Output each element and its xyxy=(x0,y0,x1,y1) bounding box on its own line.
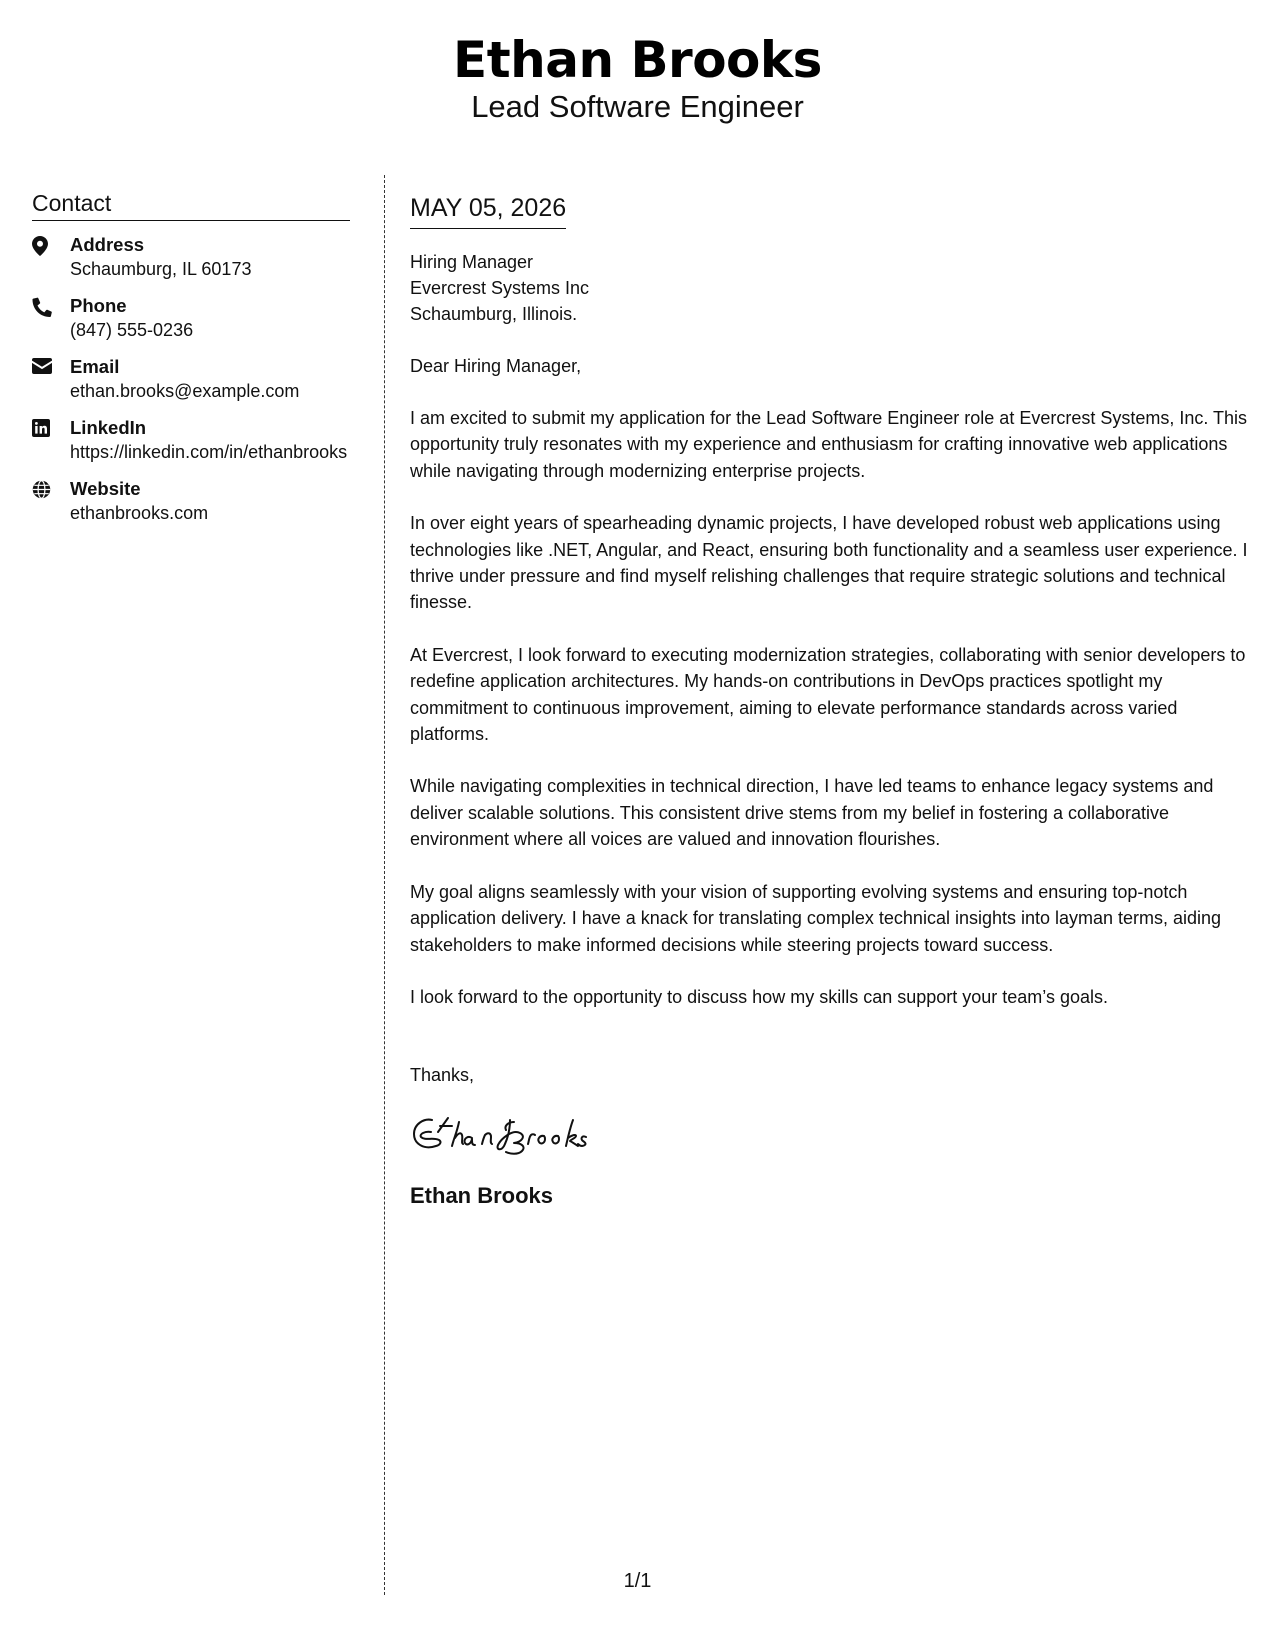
letter-date: MAY 05, 2026 xyxy=(410,192,566,229)
salutation: Dear Hiring Manager, xyxy=(410,356,582,376)
map-pin-icon xyxy=(32,232,70,256)
recipient-block xyxy=(410,249,1250,327)
handwritten-signature xyxy=(410,1110,630,1160)
linkedin-icon xyxy=(32,415,70,437)
contact-email xyxy=(32,354,350,404)
contact-address xyxy=(32,232,350,282)
letter-body xyxy=(410,192,1250,1210)
phone-icon xyxy=(32,293,70,317)
contact-phone xyxy=(32,293,350,343)
contact-label: Address xyxy=(70,234,145,255)
contact-website xyxy=(32,476,350,526)
signed-name: Ethan Brooks xyxy=(410,1183,554,1209)
contact-value: (847) 555-0236 xyxy=(70,320,194,340)
globe-icon xyxy=(32,476,70,499)
page-number: 1/1 xyxy=(623,1570,652,1592)
applicant-title: Lead Software Engineer xyxy=(471,89,804,124)
contact-value: Schaumburg, IL 60173 xyxy=(70,259,252,279)
body-paragraph: I am excited to submit my application for the Lead Software Engineer role at Evercrest Systems, Inc. This opportunity truly resonates with my experience and enthusiasm for crafting innovative web applications while navigating through modernizing enterprise projects. xyxy=(410,408,1248,481)
contact-sidebar xyxy=(32,188,350,526)
recipient-location: Schaumburg, Illinois. xyxy=(410,304,578,324)
column-divider xyxy=(384,175,385,1595)
body-paragraph: In over eight years of spearheading dynamic projects, I have developed robust web applications using technologies like .NET, Angular, and React, ensuring both functionality and a seamless user experience. I thrive under pressure and find myself relishing challenges that require strategic solutions and technical finesse. xyxy=(410,513,1248,613)
body-paragraph: My goal aligns seamlessly with your vision of supporting evolving systems and ensuring top-notch application delivery. I have a knack for translating complex technical insights into layman terms, aiding stakeholders to make informed decisions while steering projects toward success. xyxy=(410,881,1222,955)
contact-value: ethanbrooks.com xyxy=(70,503,209,523)
contact-label: Website xyxy=(70,478,141,499)
body-paragraph: At Evercrest, I look forward to executing modernization strategies, collaborating with senior developers to redefine application architectures. My hands-on contributions in DevOps practices spotlight my commitment to continuous improvement, aiming to elevate performance standards across varied platforms. xyxy=(410,644,1246,745)
body-paragraph: I look forward to the opportunity to discuss how my skills can support your team’s goals. xyxy=(410,986,1108,1007)
contact-value: https://linkedin.com/in/ethanbrooks xyxy=(70,442,348,462)
contact-value: ethan.brooks@example.com xyxy=(70,381,300,401)
letter-header xyxy=(0,30,1275,126)
applicant-name: Ethan Brooks xyxy=(453,31,822,89)
closing: Thanks, xyxy=(410,1065,475,1086)
contact-label: LinkedIn xyxy=(70,417,147,438)
recipient-name: Hiring Manager xyxy=(410,252,534,272)
contact-label: Email xyxy=(70,356,120,377)
contact-linkedin xyxy=(32,415,350,465)
contact-label: Phone xyxy=(70,295,127,316)
recipient-company: Evercrest Systems Inc xyxy=(410,278,590,298)
body-paragraph: While navigating complexities in technical direction, I have led teams to enhance legacy systems and deliver scalable solutions. This consistent drive stems from my belief in fostering a collaborative environment where all voices are valued and innovation flourishes. xyxy=(410,776,1214,850)
envelope-icon xyxy=(32,354,70,374)
contact-heading: Contact xyxy=(32,188,350,221)
